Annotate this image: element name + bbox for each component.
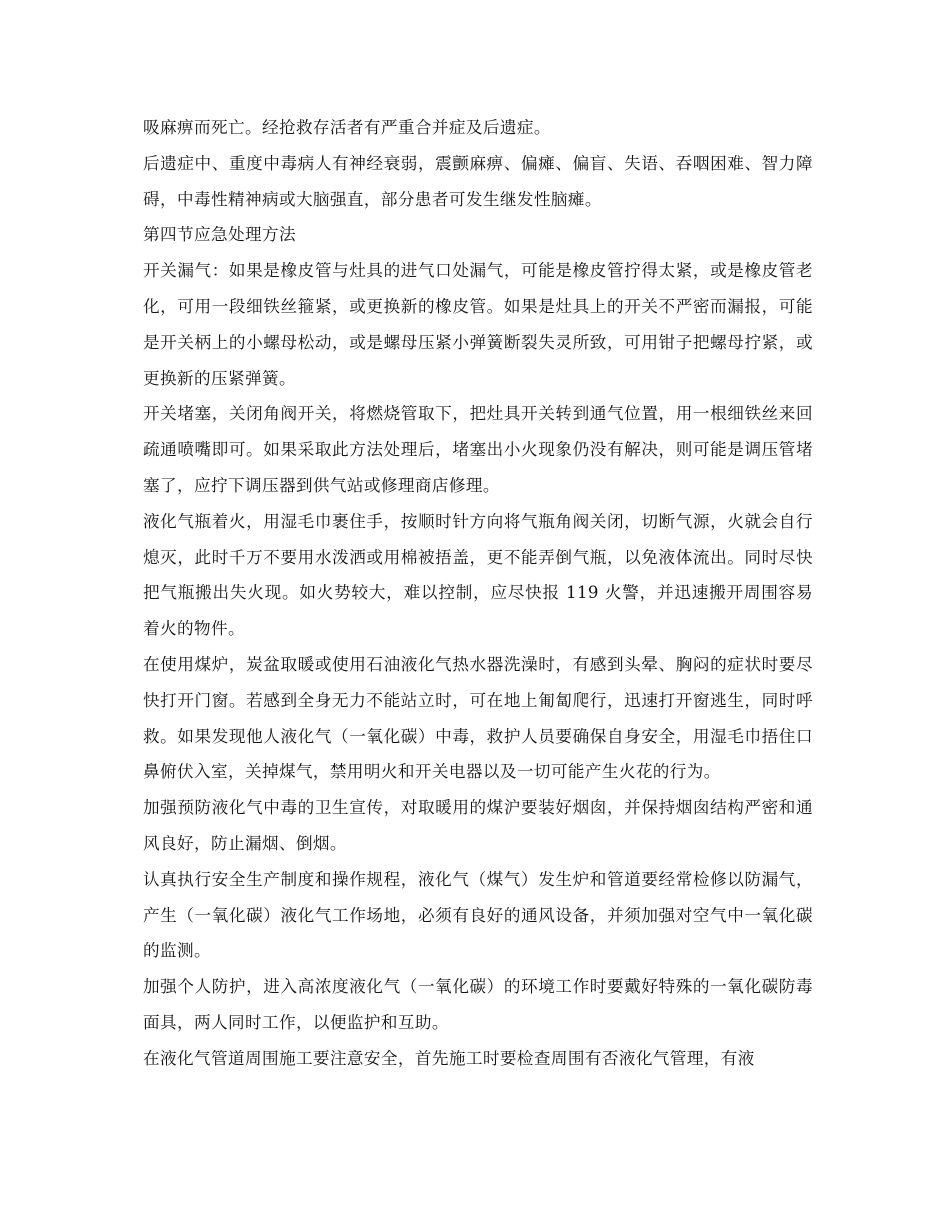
paragraph-safety-rules: 认真执行安全生产制度和操作规程，液化气（煤气）发生炉和管道要经常检修以防漏气，产生（一氧化碳）液化气工作场地，必须有良好的通风设备，并须加强对空气中一氧化碳的监测。 — [143, 869, 813, 961]
document-body — [143, 110, 813, 1077]
paragraph-pipeline-construction: 在液化气管道周围施工要注意安全，首先施工时要检查周围有否液化气管理，有液 — [143, 1048, 755, 1068]
paragraph-personal-protection: 加强个人防护，进入高浓度液化气（一氧化碳）的环境工作时要戴好特殊的一氧化碳防毒面具，两人同时工作，以便监护和互助。 — [143, 977, 813, 1032]
paragraph-switch-leak: 开关漏气：如果是橡皮管与灶具的进气口处漏气，可能是橡皮管拧得太紧，或是橡皮管老化，可用一段细铁丝箍紧，或更换新的橡皮管。如果是灶具上的开关不严密而漏报，可能是开关柄上的小螺母松动，或是螺母压紧小弹簧断裂失灵所致，可用钳子把螺母拧紧，或更换新的压紧弹簧。 — [143, 261, 813, 388]
paragraph-2: 后遗症中、重度中毒病人有神经衰弱，震颤麻痹、偏瘫、偏盲、失语、吞咽困难、智力障碍，中毒性精神病或大脑强直，部分患者可发生继发性脑瘫。 — [143, 153, 813, 209]
paragraph-prevention-publicity: 加强预防液化气中毒的卫生宣传，对取暖用的煤沪要装好烟囱，并保持烟囱结构严密和通风良好，防止漏烟、倒烟。 — [143, 798, 813, 853]
paragraph-stove-use: 在使用煤炉，炭盆取暖或使用石油液化气热水器洗澡时，有感到头晕、胸闷的症状时要尽快打开门窗。若感到全身无力不能站立时，可在地上匍匐爬行，迅速打开窗逃生，同时呼救。如果发现他人液化气（一氧化碳）中毒，救护人员要确保自身安全，用湿毛巾捂住口鼻俯伏入室，关掉煤气，禁用明火和开关电器以及一切可能产生火花的行为。 — [143, 654, 813, 782]
paragraph-cylinder-fire: 液化气瓶着火，用湿毛巾裹住手，按顺时针方向将气瓶角阀关闭，切断气源，火就会自行熄灭，此时千万不要用水泼洒或用棉被捂盖，更不能弄倒气瓶，以免液体流出。同时尽快把气瓶搬出失火现。如火势较大，难以控制，应尽快报 119 火警，并迅速搬开周围容易着火的物件。 — [143, 511, 813, 639]
section-heading: 第四节应急处理方法 — [143, 225, 296, 245]
paragraph-1: 吸麻痹而死亡。经抢救存活者有严重合并症及后遗症。 — [143, 118, 551, 137]
paragraph-switch-blockage: 开关堵塞，关闭角阀开关，将燃烧管取下，把灶具开关转到通气位置，用一根细铁丝来回疏通喷嘴即可。如果采取此方法处理后，堵塞出小火现象仍没有解决，则可能是调压管堵塞了，应拧下调压器到供气站或修理商店修理。 — [143, 404, 813, 495]
